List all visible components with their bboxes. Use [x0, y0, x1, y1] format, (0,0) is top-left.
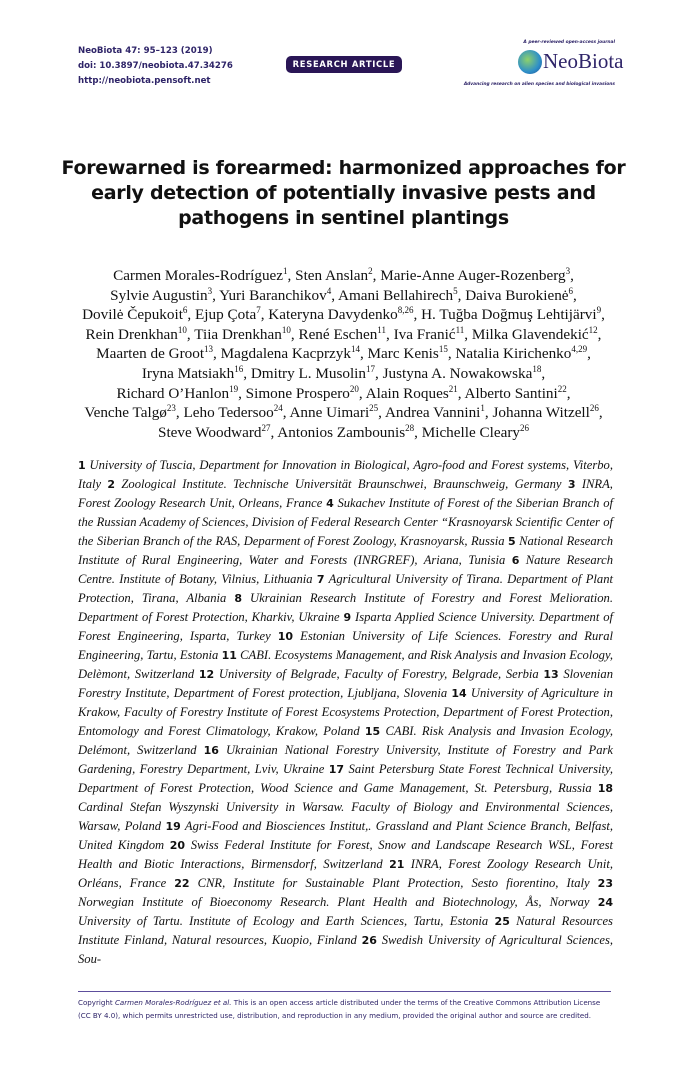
author-name: Justyna A. Nowakowska — [382, 364, 533, 382]
author-name: Magdalena Kacprzyk — [220, 345, 351, 363]
affiliation-ref: 27 — [261, 422, 271, 433]
author-list — [50, 266, 637, 442]
affiliation-text: Isparta Applied Science University. Department of Forest Engineering, Isparta, Turkey — [78, 610, 613, 644]
affiliation-text: Slovenian Forestry Institute, Department of Forest protection, Ljubljana, Slovenia — [78, 667, 614, 701]
author-name: Venche Talgø — [84, 404, 167, 422]
journal-tagline: A peer-reviewed open-access journal — [523, 40, 615, 45]
author-name: Dmitry L. Musolin — [250, 364, 366, 382]
affiliation-number: 6 — [511, 554, 520, 568]
author-line: Richard O’Hanlon$^{19}$, Simone Prospero$^{20}$, Alain Roques$^{21}$, Alberto Santini$^{22}$, — [116, 383, 571, 402]
affiliation-text: Ukrainian Research Institute of Forestry and Forest Melioration. Department of Forest Protection, Kharkiv, Ukraine — [78, 591, 613, 625]
author-name: Alain Roques — [365, 384, 449, 402]
affiliation-text: INRA, Forest Zoology Research Unit, Orléans, France — [78, 857, 613, 891]
author-line: Steve Woodward$^{27}$, Antonios Zambounis$^{28}$, Michelle Cleary$^{26}$ — [158, 422, 529, 441]
author-name: Dovilė Čepukoit — [82, 306, 183, 324]
affiliation-ref: 21 — [448, 383, 458, 394]
affiliation-ref: 9 — [596, 305, 602, 316]
affiliation-ref: 14 — [350, 344, 360, 355]
author-name: Andrea Vannini — [384, 404, 481, 422]
footer — [0, 969, 687, 1068]
affiliation-number: 3 — [567, 478, 576, 492]
author-name: Tiia Drenkhan — [194, 325, 282, 343]
author-name: Maarten de Groot — [96, 345, 205, 363]
affiliation-ref: 10 — [177, 324, 187, 335]
affiliation-number: 26 — [361, 934, 377, 948]
author-line: Maarten de Groot$^{13}$, Magdalena Kacprzyk$^{14}$, Marc Kenis$^{15}$, Natalia Kirichenko$^{4,29}$, — [96, 344, 591, 363]
author-name: Simone Prospero — [245, 384, 350, 402]
affiliation-number: 16 — [203, 744, 219, 758]
copyright-author: Carmen Morales-Rodríguez et al. — [114, 998, 232, 1008]
copyright-footer — [78, 996, 613, 1022]
affiliation-text: Saint Petersburg State Forest Technical University, Department of Forest Protection, Wood Science and Game Management, St. Petersburg, Russia — [78, 762, 614, 796]
affiliation-ref: 6 — [182, 305, 188, 316]
affiliation-ref: 12 — [588, 324, 598, 335]
affiliation-ref: 18 — [532, 363, 542, 374]
author-name: Marie-Anne Auger-Rozenberg — [380, 267, 566, 284]
affiliation-number: 1 — [78, 459, 86, 473]
author-line: Sylvie Augustin$^3$, Yuri Baranchikov$^4$, Amani Bellahirech$^5$, Daiva Burokienė$^6$, — [110, 285, 577, 304]
author-name: Rein Drenkhan — [85, 325, 178, 343]
affiliation-text: University of Agriculture in Krakow, Faculty of Forestry Institute of Forest Ecosystems Protection, Department of Forest Protection, Entomology and Forest Climatology, Krakow, Poland — [78, 686, 613, 739]
author-name: René Eschen — [298, 325, 378, 343]
affiliation-number: 7 — [316, 573, 325, 587]
journal-url[interactable]: http://neobiota.pensoft.net — [78, 76, 211, 86]
affiliation-number: 18 — [597, 782, 613, 796]
journal-subtitle: Advancing research on alien species and biological invasions — [463, 82, 615, 87]
affiliation-text: Agricultural University of Tirana. Department of Plant Protection, Tirana, Albania — [78, 572, 614, 606]
affiliation-ref: 24 — [273, 403, 283, 414]
author-name: Johanna Witzell — [492, 404, 590, 422]
affiliation-number: 5 — [508, 535, 516, 549]
author-name: Anne Uimari — [289, 404, 370, 422]
affiliation-text: Swiss Federal Institute for Forest, Snow and Landscape Research WSL, Forest Health and Biotic Interactions, Birmensdorf, Switzerland — [78, 838, 613, 872]
author-name: Milka Glavendekić — [471, 325, 589, 343]
affiliation-ref: 17 — [366, 363, 375, 374]
affiliation-ref: 11 — [455, 324, 465, 335]
affiliation-number: 22 — [174, 877, 190, 891]
footer-divider — [78, 991, 611, 992]
author-line: Iryna Matsiakh$^{16}$, Dmitry L. Musolin$^{17}$, Justyna A. Nowakowska$^{18}$, — [141, 363, 546, 382]
author-name: Amani Bellahirech — [337, 286, 454, 304]
affiliation-text: University of Tartu. Institute of Ecology and Earth Sciences, Tartu, Estonia — [78, 914, 489, 929]
affiliation-text: Cardinal Stefan Wyszynski University in Warsaw. Faculty of Biology and Environmental Sciences, Warsaw, Poland — [78, 800, 613, 834]
author-name: H. Tuğba Doğmuş Lehtijärvi — [421, 306, 597, 324]
affiliation-ref: 19 — [229, 383, 239, 394]
affiliation-text: Nature Research Centre. Institute of Botany, Vilnius, Lithuania — [78, 553, 613, 587]
author-name: Sylvie Augustin — [110, 286, 208, 304]
affiliation-text: INRA, Forest Zoology Research Unit, Orleans, France — [78, 477, 613, 511]
author-name: Sten Anslan — [295, 267, 369, 284]
author-name: Antonios Zambounis — [277, 423, 406, 441]
article-body — [0, 156, 687, 1068]
affiliation-number: 12 — [198, 668, 215, 682]
license-text: This is an open access article distributed under the terms of the Creative Commons Attribution License (CC BY 4.0), which permits unrestricted use, distribution, and reproduction in any medium, provided the original author and source are credited. — [78, 998, 601, 1021]
affiliation-number: 15 — [364, 725, 381, 739]
affiliation-ref: 26 — [589, 403, 599, 414]
affiliation-text: Agri-Food and Biosciences Institut,. Grassland and Plant Science Branch, Belfast, United Kingdom — [78, 819, 614, 853]
affiliation-ref: 1 — [283, 265, 288, 276]
copyright-label: Copyright — [78, 998, 113, 1008]
affiliation-text: Ukrainian National Forestry University, Institute of Forestry and Park Gardening, Forestry Department, Lviv, Ukraine — [78, 743, 614, 777]
affiliation-number: 20 — [169, 839, 186, 853]
affiliation-text: CABI. Ecosystems Management, and Risk Analysis and Invasion Ecology, Delèmont, Switzerland — [78, 648, 613, 682]
affiliation-number: 17 — [328, 763, 345, 777]
affiliation-text: CABI. Risk Analysis and Invasion Ecology, Delémont, Switzerland — [78, 724, 613, 758]
author-name: Michelle Cleary — [421, 423, 520, 441]
journal-logo — [463, 40, 624, 94]
affiliation-ref: 13 — [204, 344, 214, 355]
author-name: Iryna Matsiakh — [141, 364, 235, 382]
globe-icon — [518, 50, 542, 74]
doi-link[interactable]: doi: 10.3897/neobiota.47.34276 — [78, 61, 233, 71]
affiliation-ref: 15 — [438, 344, 448, 355]
affiliation-number: 9 — [343, 611, 352, 625]
author-name: Richard O’Hanlon — [116, 384, 230, 402]
affiliation-number: 21 — [389, 858, 405, 872]
affiliation-ref: 20 — [349, 383, 359, 394]
affiliation-ref: 26 — [519, 422, 529, 433]
journal-name: NeoBiota — [543, 49, 624, 73]
affiliation-ref: 8,26 — [397, 305, 414, 316]
affiliation-number: 19 — [165, 820, 181, 834]
author-name: Marc Kenis — [367, 345, 439, 363]
affiliation-text: CNR, Institute for Sustainable Plant Protection, Sesto fiorentino, Italy — [197, 876, 590, 891]
affiliation-number: 24 — [597, 896, 613, 910]
affiliation-number: 25 — [494, 915, 510, 929]
author-name: Natalia Kirichenko — [455, 345, 572, 363]
affiliations — [78, 456, 613, 969]
affiliation-ref: 1 — [480, 403, 485, 414]
affiliation-text: Zoological Institute. Technische Universität Braunschwei, Braunschweig, Germany — [121, 477, 562, 492]
article-type-badge: RESEARCH ARTICLE — [286, 56, 402, 73]
affiliation-ref: 28 — [405, 422, 415, 433]
author-name: Iva Franić — [393, 325, 456, 343]
author-line: Rein Drenkhan$^{10}$, Tiia Drenkhan$^{10}$, René Eschen$^{11}$, Iva Franić$^{11}$, Milka Glavendekić$^{12}$, — [85, 324, 602, 343]
journal-info — [78, 44, 233, 89]
affiliation-number: 10 — [277, 630, 294, 644]
affiliation-ref: 7 — [256, 305, 261, 316]
article-title: Forewarned is forearmed: harmonized approaches for early detection of potentially invasive pests and pathogens in sentinel plantings — [61, 157, 626, 229]
affiliation-ref: 2 — [368, 265, 373, 276]
affiliation-ref: 6 — [568, 285, 574, 296]
affiliation-number: 13 — [543, 668, 559, 682]
affiliation-ref: 11 — [377, 324, 386, 335]
affiliation-text: Norwegian Institute of Bioeconomy Research. Plant Health and Biotechnology, Ås, Norway — [78, 895, 590, 910]
affiliation-text: National Research Institute of Rural Engineering, Water and Forests (INRGREF), Ariana, Tunisia — [78, 534, 613, 568]
affiliation-number: 23 — [597, 877, 613, 891]
affiliation-ref: 22 — [557, 383, 567, 394]
affiliation-text: Natural Resources Institute Finland, Natural resources, Kuopio, Finland — [78, 914, 613, 948]
affiliation-number: 14 — [451, 687, 467, 701]
author-name: Kateryna Davydenko — [268, 306, 398, 324]
affiliation-number: 4 — [326, 497, 334, 511]
affiliation-text: University of Belgrade, Faculty of Forestry, Belgrade, Serbia — [218, 667, 539, 682]
author-name: Steve Woodward — [158, 423, 262, 441]
author-line: Venche Talgø$^{23}$, Leho Tedersoo$^{24}$, Anne Uimari$^{25}$, Andrea Vannini$^1$, Johanna Witzell$^{26}$, — [84, 403, 603, 422]
affiliation-text: Estonian University of Life Sciences. Forestry and Rural Engineering, Tartu, Estonia — [78, 629, 613, 663]
affiliation-ref: 4,29 — [571, 344, 588, 355]
affiliation-number: 8 — [234, 592, 242, 606]
affiliation-ref: 3 — [565, 265, 571, 276]
affiliation-ref: 5 — [453, 285, 458, 296]
affiliation-ref: 4 — [326, 285, 332, 296]
author-name: Yuri Baranchikov — [219, 286, 327, 304]
author-line: Carmen Morales-Rodríguez$^1$, Sten Anslan$^2$, Marie-Anne Auger-Rozenberg$^3$, — [113, 265, 574, 284]
citation: NeoBiota 47: 95–123 (2019) — [78, 46, 213, 56]
author-name: Alberto Santini — [464, 384, 558, 402]
affiliation-number: 2 — [107, 478, 116, 492]
affiliation-text: Sukachev Institute of Forest of the Siberian Branch of the Russian Academy of Sciences, Division of Federal Research Center “Krasnoyarsk Scientific Center of the Siberian Branch of the RAS, Deparment of Forest Zoology, Krasnoyarsk, Russia — [78, 496, 613, 549]
affiliation-ref: 16 — [234, 363, 244, 374]
affiliation-ref: 10 — [281, 324, 291, 335]
author-name: Leho Tedersoo — [183, 404, 274, 422]
affiliation-text: Swedish University of Agricultural Sciences, Sou- — [78, 933, 614, 967]
affiliation-number: 11 — [221, 649, 237, 663]
affiliation-ref: 23 — [166, 403, 176, 414]
author-name: Ejup Çota — [195, 306, 257, 324]
author-line: Dovilė Čepukoit$^6$, Ejup Çota$^7$, Kateryna Davydenko$^{8,26}$, H. Tuğba Doğmuş Lehtijärvi$^9$, — [82, 305, 605, 324]
affiliation-ref: 3 — [207, 285, 213, 296]
affiliation-ref: 25 — [369, 403, 379, 414]
author-name: Carmen Morales-Rodríguez — [113, 267, 284, 284]
affiliation-text: University of Tuscia, Department for Innovation in Biological, Agro-food and Forest systems, Viterbo, Italy — [78, 458, 613, 492]
author-name: Daiva Burokienė — [465, 286, 569, 304]
